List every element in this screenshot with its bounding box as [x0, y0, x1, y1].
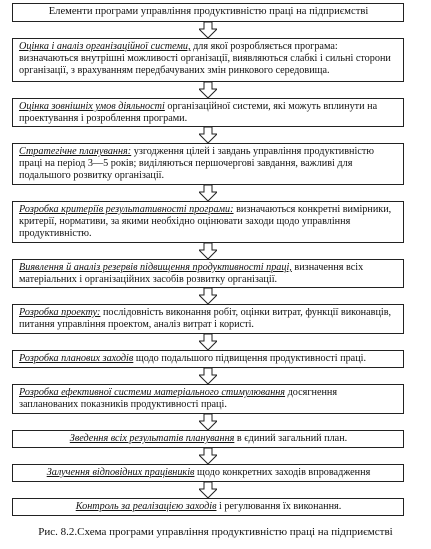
block-lead: Зведення всіх результатів планування [69, 433, 235, 444]
block-lead: Залучення відповідних працівників [46, 467, 195, 478]
block-text: і регулювання їх виконання. [216, 501, 342, 512]
block-project [12, 304, 404, 334]
arrow-8 [199, 368, 217, 384]
block-strategic-planning [12, 143, 404, 185]
arrow-3 [199, 127, 217, 143]
arrow-11 [199, 482, 217, 498]
block-reserves [12, 259, 404, 288]
block-lead: Оцінка і аналіз організаційної системи, [19, 41, 191, 52]
block-lead: Розробка проекту: [19, 307, 101, 318]
block-external-conditions [12, 98, 404, 127]
block-text: організаційної системи, які можуть вплинути на проектування і розроблення програми. [19, 101, 378, 125]
figure-caption: Рис. 8.2.Схема програми управління продуктивністю праці на підприємстві [38, 526, 393, 538]
arrow-6 [199, 288, 217, 304]
block-summary [12, 430, 404, 448]
block-lead: Стратегічне планування: [19, 146, 132, 157]
block-text: визначення всіх матеріальних і організаційних засобів розвитку організації. [19, 262, 364, 286]
block-involvement [12, 464, 404, 482]
block-title-text: Елементи програми управління продуктивністю праці на підприємстві [48, 6, 369, 17]
arrow-9 [199, 414, 217, 430]
block-criteria [12, 201, 404, 243]
block-title [12, 3, 404, 22]
block-text: щодо конкретних заходів впровадження [194, 467, 371, 478]
block-text: визначаються конкретні вимірники, критерії, нормативи, за якими необхідно оцінювати заходи щодо управління продуктивністю. [19, 204, 392, 240]
block-lead: Оцінка зовнішніх умов діяльності [19, 101, 165, 112]
block-planned-measures [12, 350, 404, 368]
arrow-7 [199, 334, 217, 350]
block-text: узгодження цілей і завдань управління продуктивністю праці на період 3—5 років; виділяються першочергові завдання, важливі для подальшого розвитку організації. [19, 146, 374, 182]
arrow-4 [199, 185, 217, 201]
block-lead: Контроль за реалізацією заходів [75, 501, 217, 512]
block-incentives [12, 384, 404, 414]
block-text: для якої розробляється програма: визначаються внутрішні можливості організації, виявляються слабкі і сильні сторони організації, з врахуванням передбачуваних змін ринкового середовища. [19, 41, 391, 77]
arrow-2 [199, 82, 217, 98]
block-org-analysis [12, 38, 404, 82]
block-lead: Розробка критеріїв результативності програми: [19, 204, 234, 215]
block-control [12, 498, 404, 516]
block-lead: Розробка ефективної системи матеріального стимулювання [19, 387, 286, 398]
block-lead: Виявлення й аналіз резервів підвищення продуктивності праці, [19, 262, 292, 273]
arrow-5 [199, 243, 217, 259]
arrow-1 [199, 22, 217, 38]
block-text: в єдиний загальний план. [234, 433, 348, 444]
block-lead: Розробка планових заходів [19, 353, 134, 364]
block-text: послідовність виконання робіт, оцінки витрат, функції виконавців, питання управління проектом, аналіз витрат і користі. [19, 307, 392, 331]
block-text: досягнення запланованих показників продуктивності праці. [19, 387, 338, 411]
block-text: щодо подальшого підвищення продуктивності праці. [133, 353, 367, 364]
arrow-10 [199, 448, 217, 464]
